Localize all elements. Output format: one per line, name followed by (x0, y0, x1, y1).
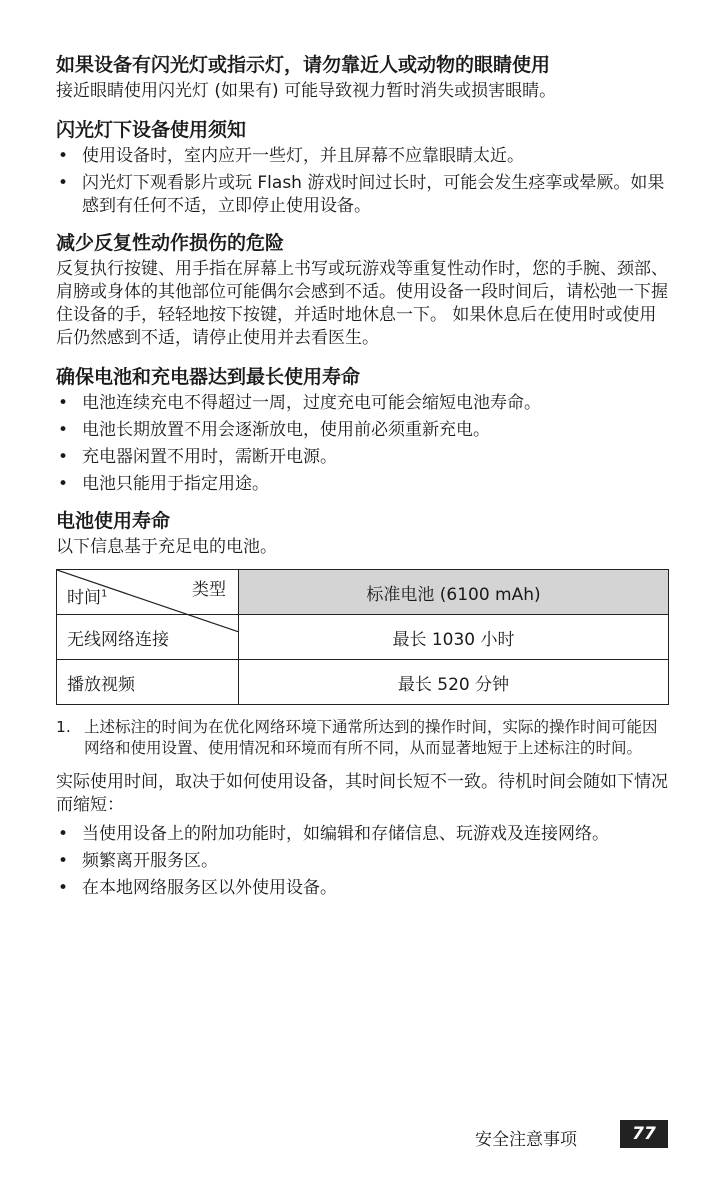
table-row (57, 660, 669, 705)
list-item: • 电池连续充电不得超过一周，过度充电可能会缩短电池寿命。 (56, 392, 671, 415)
section-heading-battery-charger: 确保电池和充电器达到最长使用寿命 (56, 366, 361, 388)
table-row-value: 最长 1030 小时 (239, 615, 669, 660)
list-item: • 频繁离开服务区。 (56, 850, 671, 873)
table-header-battery: 标准电池 (6100 mAh) (239, 570, 669, 615)
section-heading-battery-life: 电池使用寿命 (56, 510, 171, 532)
section-heading-flash-eyes: 如果设备有闪光灯或指示灯，请勿靠近人或动物的眼睛使用 (56, 54, 551, 76)
bullet-list-battery-charger (56, 392, 671, 496)
table-row-value: 最长 520 分钟 (239, 660, 669, 705)
footnote-marker: 1 (101, 588, 108, 600)
section-heading-repetitive-motion: 减少反复性动作损伤的危险 (56, 232, 285, 254)
list-item: • 电池长期放置不用会逐渐放电，使用前必须重新充电。 (56, 419, 671, 442)
footnote-text: 上述标注的时间为在优化网络环境下通常所达到的操作时间，实际的操作时间可能因网络和使用设置、使用情况和环境而有所不同，从而显著地短于上述标注的时间。 (84, 718, 658, 757)
table-row-label: 播放视频 (57, 660, 239, 705)
list-item: • 使用设备时，室内应开一些灯，并且屏幕不应靠眼睛太近。 (56, 145, 671, 168)
list-item: • 电池只能用于指定用途。 (56, 473, 671, 496)
list-item: • 充电器闲置不用时，需断开电源。 (56, 446, 671, 469)
list-item: • 在本地网络服务区以外使用设备。 (56, 877, 671, 900)
page-content (56, 50, 671, 904)
footer-section-title: 安全注意事项 (475, 1130, 577, 1150)
battery-life-table (56, 569, 669, 705)
list-item: • 当使用设备上的附加功能时，如编辑和存储信息、玩游戏及连接网络。 (56, 823, 671, 846)
corner-label-type: 类型 (192, 580, 226, 600)
closing-paragraph: 实际使用时间，取决于如何使用设备，其时间长短不一致。待机时间会随如下情况而缩短： (56, 772, 668, 815)
corner-label-time-wrap (67, 583, 107, 608)
section-heading-flash-usage: 闪光灯下设备使用须知 (56, 119, 247, 141)
table-row-label: 无线网络连接 (57, 615, 239, 660)
table-header-row (57, 570, 669, 615)
footnote-number: 1. (56, 718, 71, 736)
page-number: 77 (620, 1120, 668, 1148)
bullet-list-standby (56, 823, 671, 900)
table-corner-cell (57, 570, 239, 615)
footnote-list (56, 717, 671, 759)
list-item: • 闪光灯下观看影片或玩 Flash 游戏时间过长时，可能会发生痉挛或晕厥。如果感到有任何不适，立即停止使用设备。 (56, 172, 671, 218)
section-paragraph-battery-life: 以下信息基于充足电的电池。 (56, 537, 277, 557)
corner-label-time: 时间 (67, 588, 101, 608)
footnote-item (56, 717, 671, 759)
section-paragraph-repetitive-motion: 反复执行按键、用手指在屏幕上书写或玩游戏等重复性动作时，您的手腕、颈部、肩膀或身体的其他部位可能偶尔会感到不适。使用设备一段时间后，请松弛一下握住设备的手，轻轻地按下按键，并适时地休息一下。 如果休息后在使用时或使用后仍然感到不适，请停止使用并去看医生。 (56, 259, 668, 348)
bullet-list-flash-usage (56, 145, 671, 218)
section-paragraph-flash-eyes: 接近眼睛使用闪光灯 (如果有) 可能导致视力暂时消失或损害眼睛。 (56, 81, 557, 101)
